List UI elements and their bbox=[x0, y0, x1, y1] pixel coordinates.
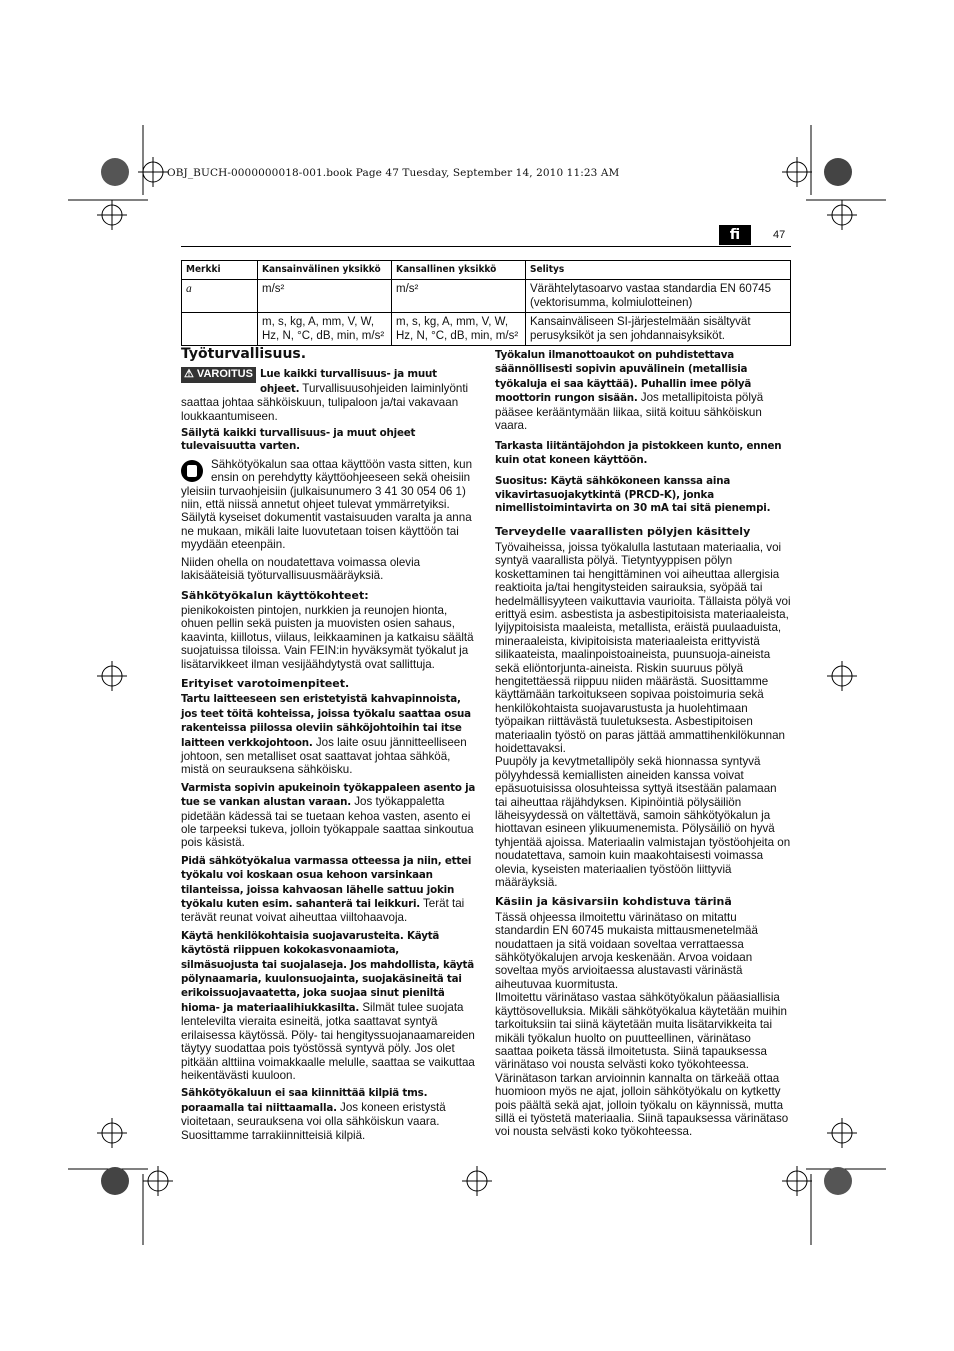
table-row bbox=[182, 280, 791, 313]
warning-paragraph: ⚠ VAROITUS Lue kaikki turvallisuus- ja muut ohjeet. Turvallisuusohjeiden laiminlyönti saattaa johtaa sähköiskuun, tulipaloon ja/tai vakavaan loukkaantumiseen. bbox=[181, 368, 469, 423]
table-cell: Kansainväliseen SI-järjestelmään sisältyvät perusyksiköt ja sen johdannaisyksiköt. bbox=[526, 313, 791, 346]
dust-paragraph: Työvaiheissa, joissa työkalulla lastutaan materiaalia, voi syntyä vaarallista pölyä. Tietyntyyppisen pölyn koskettaminen tai hengittäminen voi aiheuttaa allergisia reaktioita ja/tai hengitysteiden sairauksia, syöpää tai hedelmällisyyteen vaikuttavia vaurioita. Tällaista pölyä voi erittyä esim. asbestista ja asbestipitoisista materiaaleista, lyijypitoisista maaleista, metallista, eräistä puulaaduista, mineraaleista, kivipitoisista materiaaleista erittyvistä silikaateista, maalinpoistoaineista, puunsuoja-aineista sekä eliöntorjunta-aineista. Riskin suuruus pölyä hengitettäessä riippuu niiden määrästä. Suosittamme käyttämään tarkoitukseen sopivaa poistoimuria sekä henkilökohtaista suojavarustusta ja huolehtimaan työpaikan riittävästä tuuletuksesta. Asbestipitoisen materiaalin työstö on paras jättää ammattihenkilökunnan hoidettavaksi. bbox=[495, 540, 791, 755]
table-header-row bbox=[182, 261, 791, 280]
header-rule bbox=[181, 246, 791, 247]
safety-paragraph: Käytä henkilökohtaisia suojavarusteita. Käytä käytöstä riippuen kokokasvonaamiota, silmäsuojusta tai suojalaseja. Jos mahdollista, käytä pölynaamaria, kuulonsuojainta, suojakäsineitä tai erikoissuojavaatetta, joka suojaa sinut pieniltä hioma- ja materiaalihiukkasilta. Silmät tulee suojata lentelevilta vieraita esineitä, jotka saattavat syntyä erilaisessa käytössä. Pöly- tai hengityssuojanaamareiden täytyy suodattaa pois työstössä syntyvä pöly. Jos olet pitkään alttiina voimakkaalle melulle, saattaa se vaikuttaa heikentävästi kuuloon. bbox=[181, 929, 475, 1082]
use-heading: Sähkötyökalun käyttökohteet: bbox=[181, 588, 369, 602]
table-header: Selitys bbox=[526, 261, 791, 280]
units-table bbox=[181, 260, 791, 346]
safety-paragraph: Tartu laitteeseen sen eristetyistä kahvapinnoista, jos teet töitä kohteissa, joissa työkalu saattaa osua rakenteissa piilossa oleviin sähköjohtoihin tai itse laitteen verkkojohtoon. Jos laite osuu jännitteelliseen johtoon, sen metalliset osat saattavat johtaa sähköä, mistä on seurauksena sähköisku. bbox=[181, 693, 471, 777]
table-cell bbox=[182, 313, 258, 346]
table-row bbox=[182, 313, 791, 346]
vibration-paragraph: Tässä ohjeessa ilmoitettu värinätaso on mitattu standardin EN 60745 mukaista mittausmenetelmää noudattaen ja sitä voidaan soveltaa verrattaessa sähkötyökalujen arvoja keskenään. Arvoa voidaan soveltaa myös arvioitaessa alustavasti värinästä aiheutuvaa kuormitusta. bbox=[495, 910, 758, 991]
vibration-heading: Käsiin ja käsivarsiin kohdistuva tärinä bbox=[495, 895, 732, 909]
left-column bbox=[181, 348, 477, 1146]
table-cell: m, s, kg, A, mm, V, W, Hz, N, °C, dB, min, m/s² bbox=[258, 313, 392, 346]
safety-paragraph: Pidä sähkötyökalua varmassa otteessa ja niin, ettei työkalu voi koskaan osua kehoon varsinkaan tilanteissa, joissa kahvaosan lähelle sattuu jokin työkalu kuten esim. sahanterä tai leikkuri. Terät tai terävät reunat voivat aiheuttaa viiltohaavoja. bbox=[181, 854, 472, 925]
table-cell: a bbox=[182, 280, 258, 313]
special-heading: Erityiset varotoimenpiteet. bbox=[181, 676, 350, 690]
dust-heading: Terveydelle vaarallisten pölyjen käsittely bbox=[495, 525, 751, 539]
dust-paragraph: Puupöly ja kevytmetallipöly sekä hionnassa syntyvä pölyyhdessä kemiallisten aineiden kanssa voivat epäsuotuisissa olosuhteissa syttyä itsestään palamaan tai aiheuttaa räjähdyksen. Kipinöintiä pölysäiliön läheisyydessä on vältettävä, samoin sähkötyökalun ja hiottavan esineen ylikuumenemista. Pölysäiliö on hyvä tyhjentää ajoissa. Materiaalin valmistajan työstöohjeita on noudatettava, samoin kuin maakohtaisesti voimassa olevia, kyseisten materiaalien työstöön liittyviä määräyksiä. bbox=[495, 755, 791, 890]
recommendation-paragraph: Suositus: Käytä sähkökoneen kanssa aina vikavirtasuojakytkintä (PRCD-K), jonka nimellistoimintavirta on 30 mA tai sitä pienempi. bbox=[495, 475, 771, 515]
section-title: Työturvallisuus. bbox=[181, 346, 307, 362]
table-cell: Värähtelytasoarvo vastaa standardia EN 60745 (vektorisumma, kolmiulotteinen) bbox=[526, 280, 791, 313]
safety-paragraph: Sähkötyökaluun ei saa kiinnittää kilpiä tms. poraamalla tai niittaamalla. Jos koneen eristystä vioitetaan, seurauksena voi olla sähköiskun vaara. Suosittamme tarrakiinnitteisiä kilpiä. bbox=[181, 1087, 446, 1142]
safety-paragraph: Työkalun ilmanottoaukot on puhdistettava säännöllisesti sopivin apuvälinein (metallisia työkaluja ei saa käyttää). Puhallin imee pölyä moottorin rungon sisään. Jos metallipitoista pölyä pääsee kerääntymään liikaa, siitä koituu sähköiskun vaara. bbox=[495, 349, 764, 433]
manual-paragraph: Sähkötyökalun saa ottaa käyttöön vasta sitten, kun ensin on perehdytty käyttöohjeeseen sekä oheisiin yleisiin turvaohjeisiin (julkaisunumero 3 41 30 054 06 1) niin, että niissä annetut ohjeet tulevat ymmärretyiksi. Säilytä kyseiset dokumentit vastaisuuden varalta ja anna ne mukaan, mikäli laite luovutetaan toisen käyttöön tai myydään eteenpäin. bbox=[181, 457, 473, 552]
use-paragraph: pienikokoisten pintojen, nurkkien ja reunojen hionta, ohuen pellin sekä puisten ja muovisten osien sahaus, kaavinta, kiillotus, viilaus, leikkaaminen ja katkaisu säältä suojatuissa tiloissa. Vain FEIN:in hyväksymät työkalut ja lisätarvikkeet ilman vesijäähdytystä ovat sallittuja. bbox=[181, 603, 474, 671]
table-header: Merkki bbox=[182, 261, 258, 280]
read-manual-icon bbox=[181, 460, 203, 482]
right-column bbox=[495, 348, 791, 1143]
laws-paragraph: Niiden ohella on noudatettava voimassa olevia lakisääteisiä työturvallisuusmääräyksiä. bbox=[181, 555, 421, 583]
table-cell: m/s² bbox=[392, 280, 526, 313]
warning-label: ⚠ VAROITUS bbox=[181, 367, 256, 382]
book-header-line: OBJ_BUCH-0000000018-001.book Page 47 Tuesday, September 14, 2010 11:23 AM bbox=[167, 167, 620, 179]
vibration-paragraph: Värinätason tarkan arvioinnin kannalta on tärkeää ottaa huomioon myös ne ajat, jolloin sähkötyökalu on kytketty pois päältä sekä ajat, jolloin työkalu on käynnissä, mutta sillä ei työstetä materiaalia. Siinä tapauksessa värinätaso voi nousta selvästi koko työkohteessa. bbox=[495, 1071, 789, 1139]
safety-paragraph: Tarkasta liitäntäjohdon ja pistokkeen kunto, ennen kuin otat koneen käyttöön. bbox=[495, 440, 782, 466]
vibration-paragraph: Ilmoitettu värinätaso vastaa sähkötyökalun pääasiallisia käyttösovelluksia. Mikäli sähkötyökalua käytetään muihin tarkoituksiin tai siinä käytetään muita lisätarvikkeita tai mikäli työkalun huolto on puutteellinen, värinätaso saattaa poiketa tässä ilmoitetusta. Siinä tapauksessa värinätaso voi nousta selvästi koko työkohteessa. bbox=[495, 991, 787, 1072]
table-header: Kansainvälinen yksikkö bbox=[258, 261, 392, 280]
page-number: 47 bbox=[773, 229, 786, 241]
language-badge: fi bbox=[719, 225, 751, 245]
table-cell: m/s² bbox=[258, 280, 392, 313]
keep-instructions: Säilytä kaikki turvallisuus- ja muut ohjeet tulevaisuutta varten. bbox=[181, 427, 416, 453]
table-header: Kansallinen yksikkö bbox=[392, 261, 526, 280]
safety-paragraph: Varmista sopivin apukeinoin työkappaleen asento ja tue se vankan alustan varaan. Jos työkappaletta pidetään kädessä tai se tuetaan kehoa vasten, asento ei ole tarpeeksi tukeva, jolloin työkappale saattaa sinkoutua pois käsistä. bbox=[181, 781, 476, 850]
table-cell: m, s, kg, A, mm, V, W, Hz, N, °C, dB, min, m/s² bbox=[392, 313, 526, 346]
